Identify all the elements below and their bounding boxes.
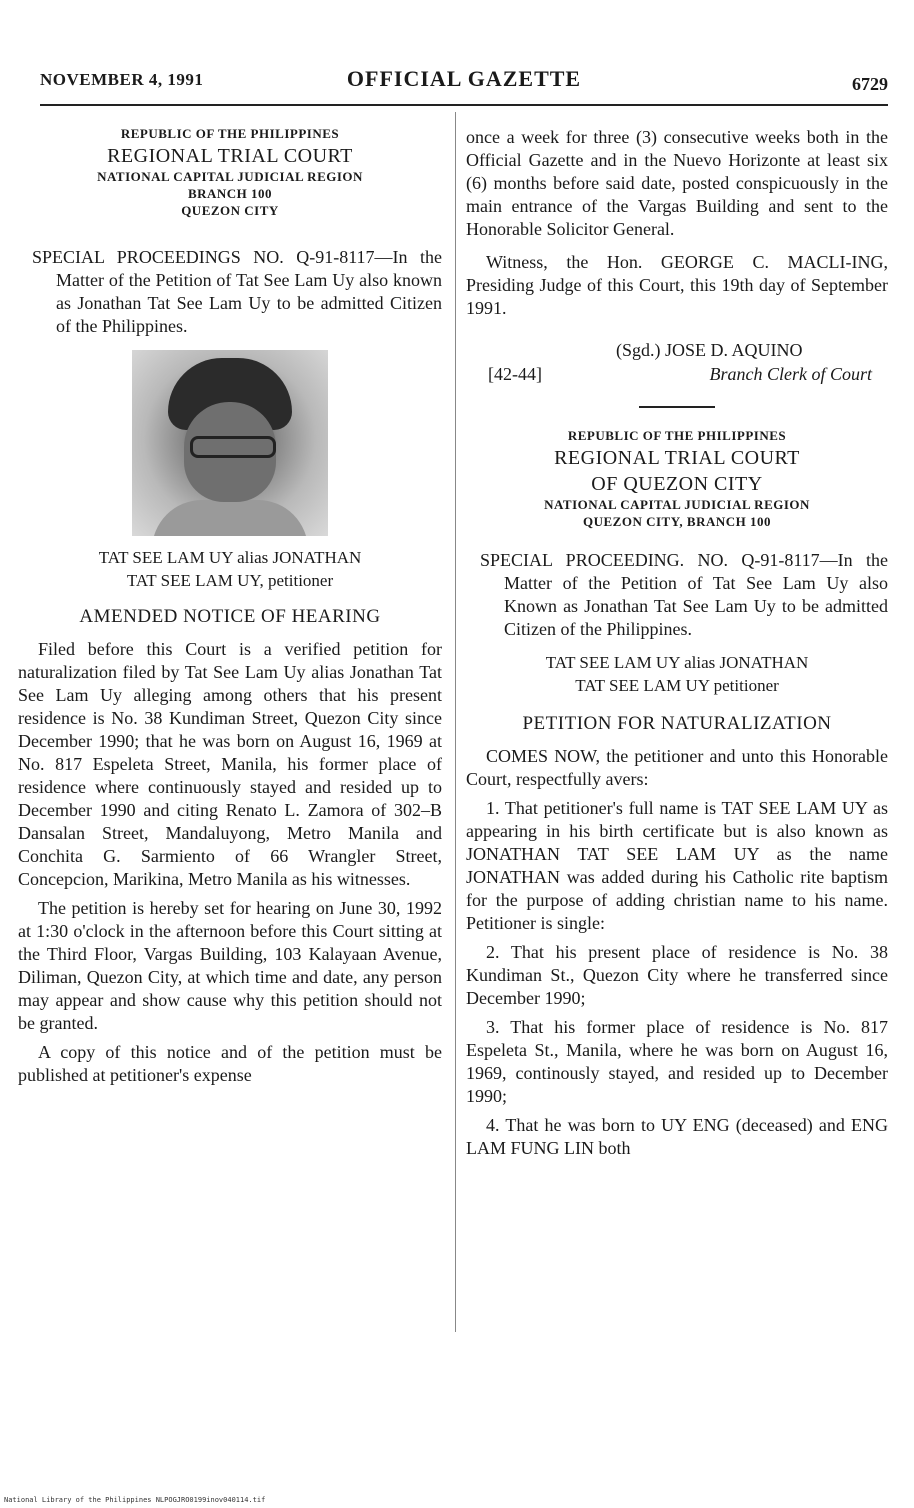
caption-line: TAT SEE LAM UY petitioner — [575, 675, 779, 695]
left-column — [18, 126, 442, 1087]
court-heading — [18, 126, 442, 220]
petitioner-caption — [466, 651, 888, 697]
court-line: REGIONAL TRIAL COURT — [107, 144, 353, 167]
petition-item: 1. That petitioner's full name is TAT SEE LAM UY as appearing in his birth certificate but is also known as JONATHAN TAT SEE LAM UY as the name JONATHAN was added during his Catholic rite baptism for the purpose of adding christian name to his name. Petitioner is single: — [466, 797, 888, 933]
petition-intro: COMES NOW, the petitioner and unto this Honorable Court, respectfully avers: — [466, 745, 888, 789]
court-heading — [466, 428, 888, 531]
petition-heading: PETITION FOR NATURALIZATION — [522, 712, 832, 734]
witness-paragraph: Witness, the Hon. GEORGE C. MACLI-ING, Presiding Judge of this Court, this 19th day of September 1991. — [466, 252, 888, 318]
issue-date: NOVEMBER 4, 1991 — [40, 70, 204, 89]
publication-ref: [42-44] — [488, 364, 542, 384]
petition-item: 3. That his former place of residence is No. 817 Espeleta St., Manila, where he was born on August 16, 1969, continously stayed, and resided up to December 1990; — [466, 1016, 888, 1106]
court-line: REPUBLIC OF THE PHILIPPINES — [567, 428, 787, 443]
caption-line: TAT SEE LAM UY alias JONATHAN — [98, 547, 362, 567]
case-title: SPECIAL PROCEEDING. NO. Q-91-8117—In the Matter of the Petition of Tat See Lam Uy also Known as Jonathan Tat See Lam Uy to be admitted Citizen of the Philippines. — [480, 549, 888, 639]
petition-item: 2. That his present place of residence is No. 38 Kundiman St., Quezon City where he transferred since December 1990; — [466, 941, 888, 1008]
court-line: QUEZON CITY — [181, 202, 279, 218]
header-rule — [40, 104, 888, 106]
court-line: QUEZON CITY, BRANCH 100 — [583, 513, 771, 529]
scan-footer: National Library of the Philippines NLPOGJRO0199inov040114.tif — [4, 1496, 266, 1504]
court-line: OF QUEZON CITY — [591, 472, 763, 495]
column-divider — [455, 112, 456, 1332]
court-line: BRANCH 100 — [187, 185, 273, 201]
photo-caption — [18, 546, 442, 592]
publication-title: OFFICIAL GAZETTE — [346, 66, 582, 91]
court-line: REPUBLIC OF THE PHILIPPINES — [120, 126, 340, 141]
notice-heading: AMENDED NOTICE OF HEARING — [79, 605, 381, 627]
petitioner-photo — [132, 350, 328, 536]
petition-item: 4. That he was born to UY ENG (deceased) and ENG LAM FUNG LIN both — [466, 1114, 888, 1158]
right-column — [466, 126, 888, 1160]
notice-paragraph: The petition is hereby set for hearing on June 30, 1992 at 1:30 o'clock in the afternoon before this Court sitting at the Third Floor, Vargas Building, 103 Kalayaan Avenue, Diliman, Quezon City, at which time and date, any person may appear and show cause why this petition should not be granted. — [18, 897, 442, 1033]
page-number: 6729 — [852, 74, 888, 94]
notice-paragraph: A copy of this notice and of the petition must be published at petitioner's expense — [18, 1041, 442, 1085]
signature-name: (Sgd.) JOSE D. AQUINO — [616, 340, 803, 360]
court-line: REGIONAL TRIAL COURT — [554, 446, 800, 469]
court-line: NATIONAL CAPITAL JUDICIAL REGION — [544, 496, 810, 512]
page-header — [40, 66, 888, 106]
section-rule — [639, 406, 715, 408]
court-line: NATIONAL CAPITAL JUDICIAL REGION — [97, 168, 363, 184]
notice-paragraph: Filed before this Court is a verified petition for naturalization filed by Tat See Lam Uy alias Jonathan Tat See Lam Uy alleging among others that his present residence is No. 38 Kundiman Street, Quezon City since December 1990; that he was born on August 16, 1969 at No. 817 Espeleta Street, Manila, his former place of residence where continuously stayed and resided up to December 1990 and citing Renato L. Zamora of 302–B Dansalan Street, Mandaluyong, Metro Manila and Conchita G. Sarmiento of 66 Wrangler Street, Concepcion, Marikina, Metro Manila as his witnesses. — [18, 638, 442, 889]
signature-row — [466, 362, 888, 386]
caption-line: TAT SEE LAM UY, petitioner — [126, 570, 334, 590]
caption-line: TAT SEE LAM UY alias JONATHAN — [545, 652, 809, 672]
case-title: SPECIAL PROCEEDINGS NO. Q-91-8117—In the Matter of the Petition of Tat See Lam Uy also known as Jonathan Tat See Lam Uy to be admitted Citizen of the Philippines. — [32, 246, 442, 336]
signature-title: Branch Clerk of Court — [709, 364, 872, 384]
notice-continuation: once a week for three (3) consecutive weeks both in the Official Gazette and in the Nuevo Horizonte at least six (6) months before said date, posted conspicuously in the main entrance of the Vargas Building and sent to the Honorable Solicitor General. — [466, 127, 888, 239]
